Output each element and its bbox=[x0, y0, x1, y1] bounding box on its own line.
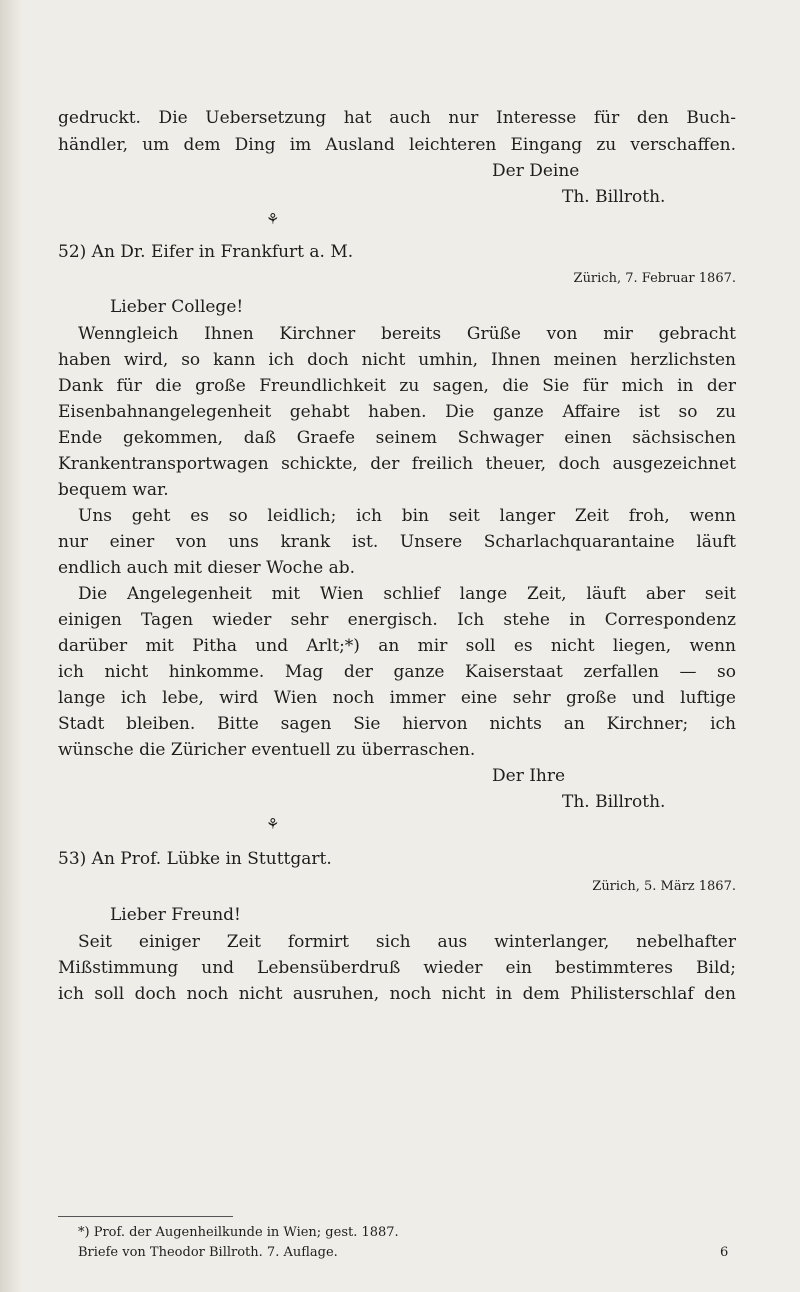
letter-signature: Th. Billroth. bbox=[562, 187, 666, 207]
page-edge-shadow bbox=[0, 0, 22, 1292]
text-line: Seit einiger Zeit formirt sich aus winterlanger, nebelhafter bbox=[78, 932, 736, 952]
footnote-rule bbox=[58, 1216, 233, 1217]
printer-signature-line: Briefe von Theodor Billroth. 7. Auflage. bbox=[78, 1245, 338, 1260]
text-line: Eisenbahnangelegenheit gehabt haben. Die ganze Affaire ist so zu bbox=[58, 402, 736, 422]
letter-greeting: Lieber College! bbox=[110, 297, 244, 317]
letter-signature: Th. Billroth. bbox=[562, 792, 666, 812]
signature-mark: 6 bbox=[720, 1245, 729, 1260]
text-line: darüber mit Pitha und Arlt;*) an mir soll es nicht liegen, wenn bbox=[58, 636, 736, 656]
text-line: Mißstimmung und Lebensüberdruß wieder ein bestimmteres Bild; bbox=[58, 958, 736, 978]
letter-heading: 53) An Prof. Lübke in Stuttgart. bbox=[58, 849, 332, 869]
text-line: ich nicht hinkomme. Mag der ganze Kaiserstaat zerfallen — so bbox=[58, 662, 736, 682]
footnote: *) Prof. der Augenheilkunde in Wien; gest. 1887. bbox=[78, 1225, 399, 1240]
text-line: lange ich lebe, wird Wien noch immer eine sehr große und luftige bbox=[58, 688, 736, 708]
text-line: Krankentransportwagen schickte, der freilich theuer, doch ausgezeichnet bbox=[58, 454, 736, 474]
text-line: ich soll doch noch nicht ausruhen, noch nicht in dem Philisterschlaf den bbox=[58, 984, 736, 1004]
separator-icon: ⚘ bbox=[266, 815, 280, 833]
text-line: bequem war. bbox=[58, 480, 169, 500]
text-line: Die Angelegenheit mit Wien schlief lange Zeit, läuft aber seit bbox=[78, 584, 736, 604]
text-line: wünsche die Züricher eventuell zu überraschen. bbox=[58, 740, 476, 760]
letter-closing: Der Ihre bbox=[492, 766, 566, 786]
text-line: händler, um dem Ding im Ausland leichteren Eingang zu verschaffen. bbox=[58, 135, 736, 155]
text-line: nur einer von uns krank ist. Unsere Scharlachquarantaine läuft bbox=[58, 532, 736, 552]
letter-date: Zürich, 5. März 1867. bbox=[592, 879, 736, 894]
text-line: gedruckt. Die Uebersetzung hat auch nur Interesse für den Buch- bbox=[58, 108, 736, 128]
letter-greeting: Lieber Freund! bbox=[110, 905, 241, 925]
letter-heading: 52) An Dr. Eifer in Frankfurt a. M. bbox=[58, 242, 354, 262]
text-line: haben wird, so kann ich doch nicht umhin, Ihnen meinen herzlichsten bbox=[58, 350, 736, 370]
text-line: einigen Tagen wieder sehr energisch. Ich stehe in Correspondenz bbox=[58, 610, 736, 630]
separator-icon: ⚘ bbox=[266, 210, 280, 228]
letter-date: Zürich, 7. Februar 1867. bbox=[573, 271, 736, 286]
text-line: Wenngleich Ihnen Kirchner bereits Grüße von mir gebracht bbox=[78, 324, 736, 344]
text-line: Dank für die große Freundlichkeit zu sagen, die Sie für mich in der bbox=[58, 376, 736, 396]
text-line: Uns geht es so leidlich; ich bin seit langer Zeit froh, wenn bbox=[78, 506, 736, 526]
text-line: Ende gekommen, daß Graefe seinem Schwager einen sächsischen bbox=[58, 428, 736, 448]
text-line: endlich auch mit dieser Woche ab. bbox=[58, 558, 355, 578]
letter-closing: Der Deine bbox=[492, 161, 580, 181]
text-line: Stadt bleiben. Bitte sagen Sie hiervon nichts an Kirchner; ich bbox=[58, 714, 736, 734]
